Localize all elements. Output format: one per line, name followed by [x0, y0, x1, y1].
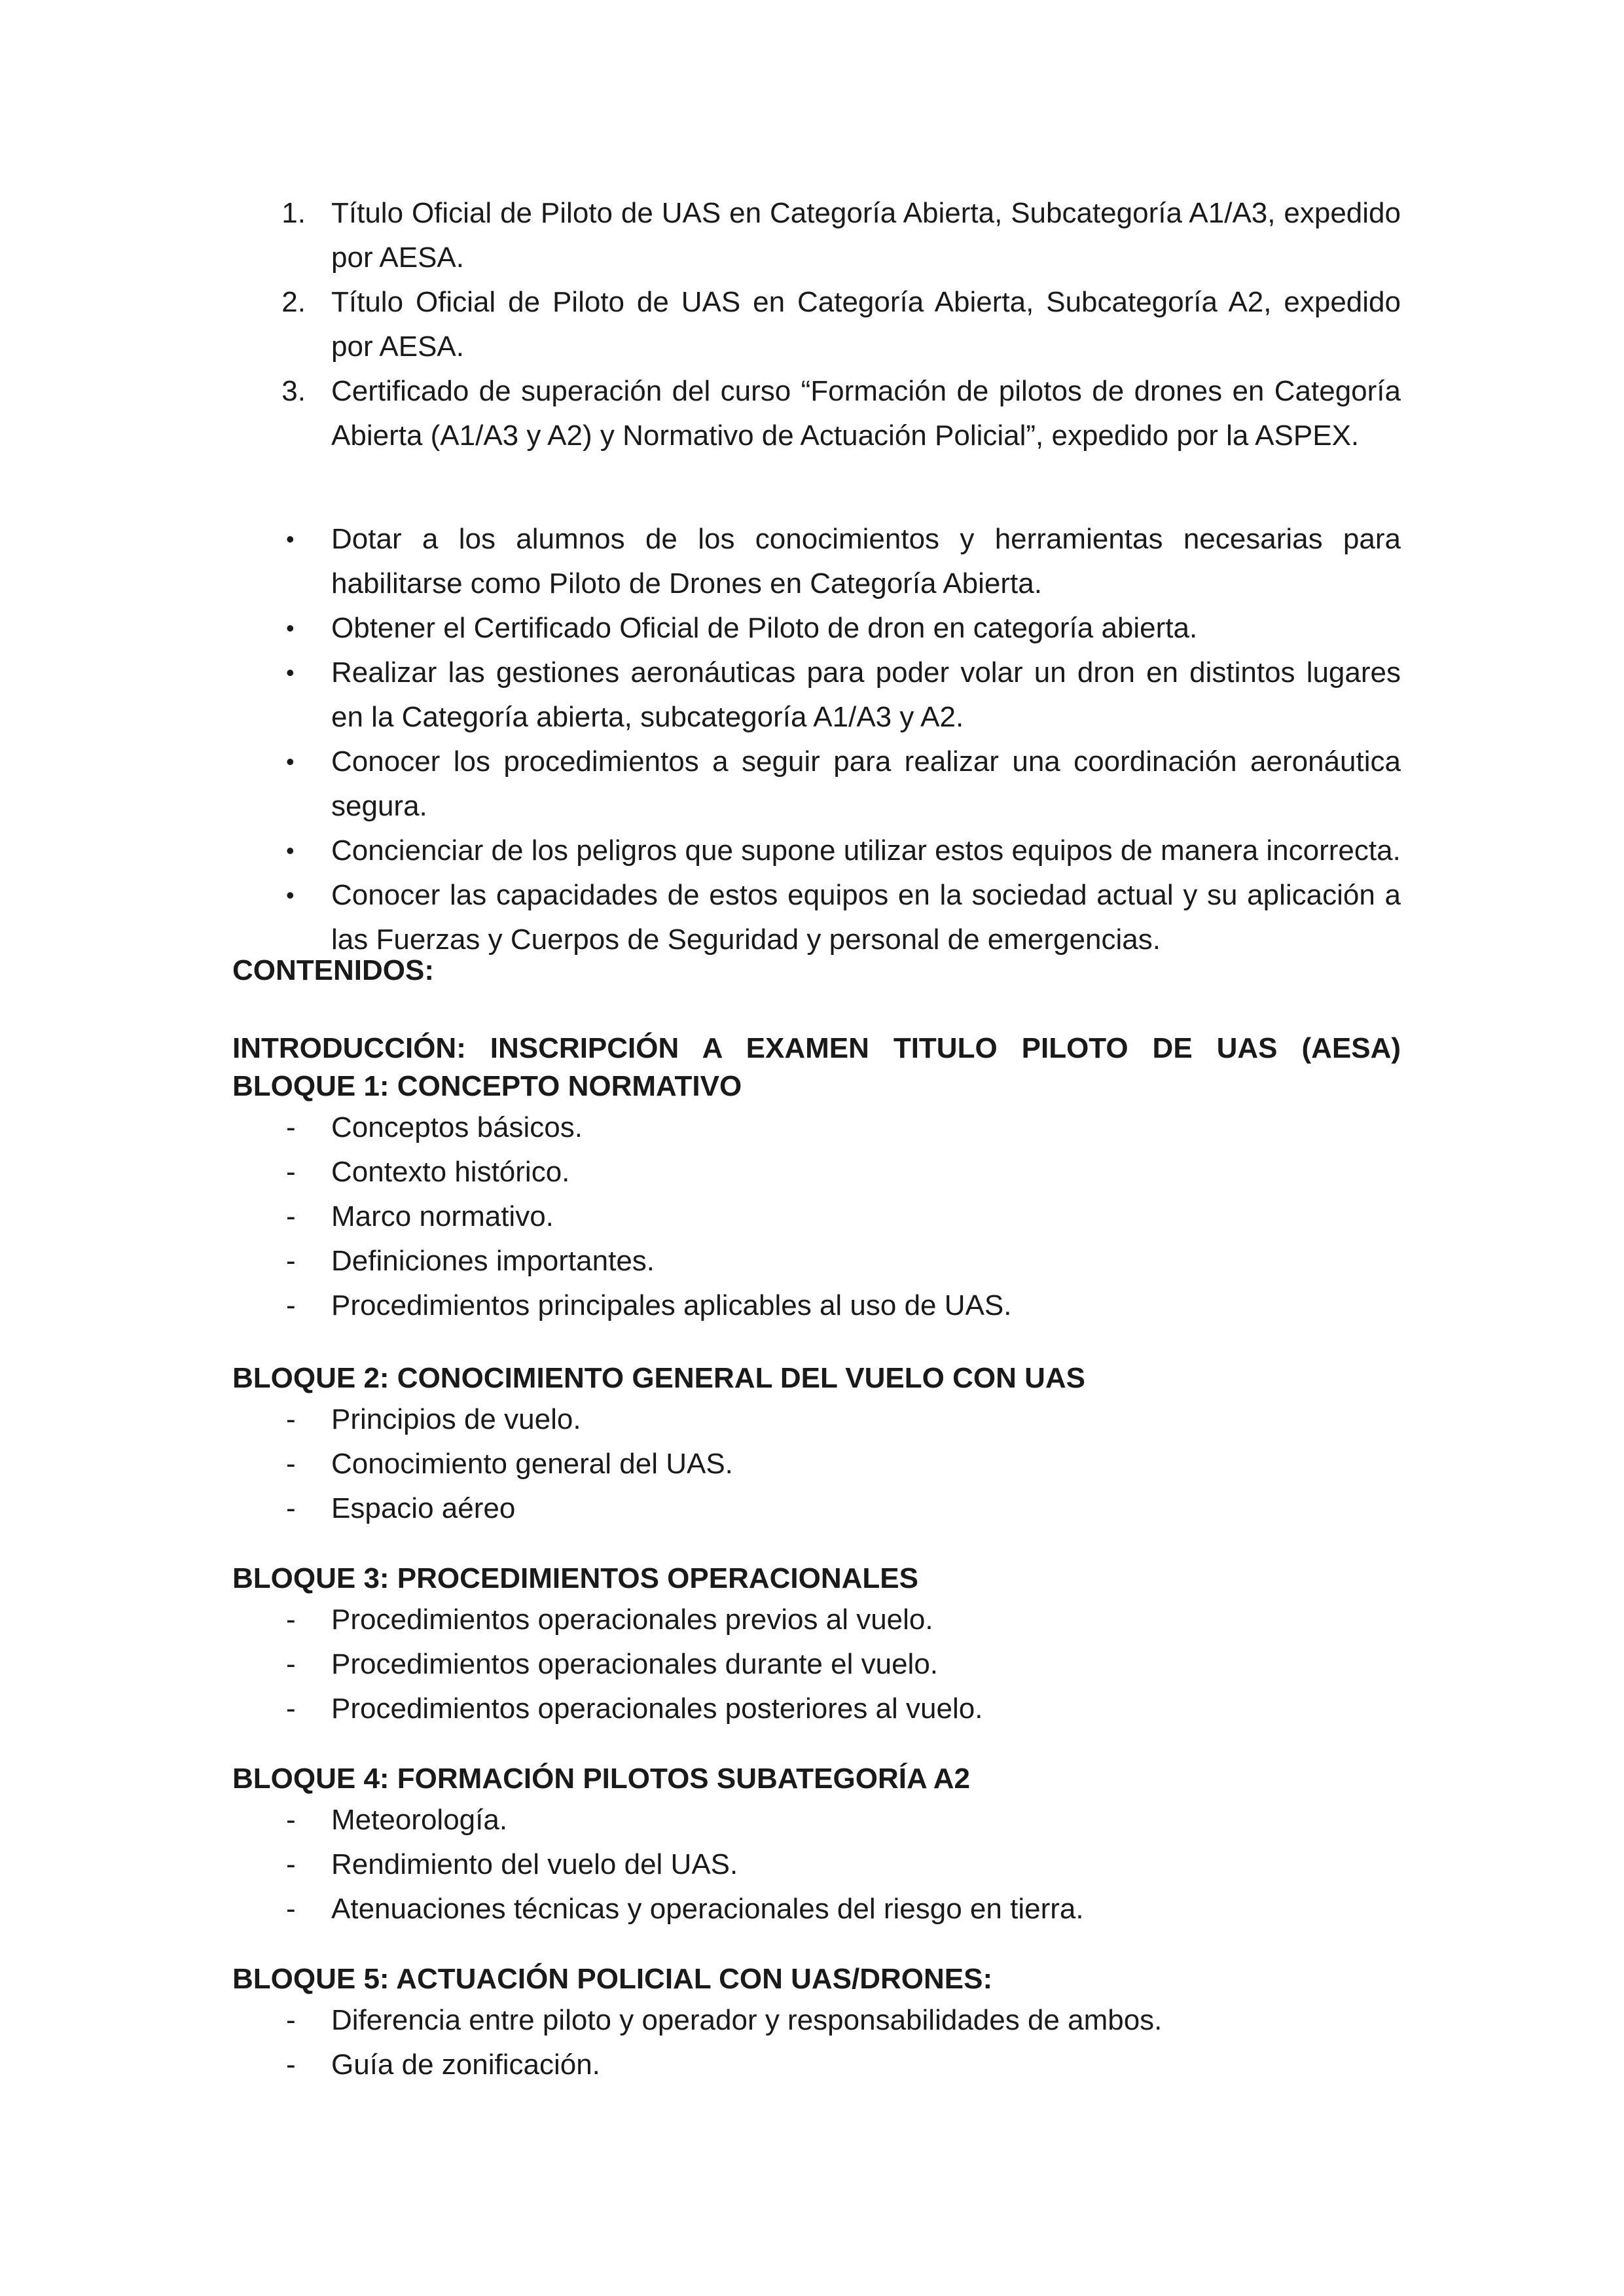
content-block	[232, 1359, 1401, 1531]
objective-item	[232, 517, 1401, 606]
block-item	[232, 1150, 1401, 1194]
block-item-text: Rendimiento del vuelo del UAS.	[331, 1848, 738, 1880]
contents-section	[232, 952, 1401, 990]
block-heading: BLOQUE 4: FORMACIÓN PILOTOS SUBATEGORÍA A2	[232, 1763, 970, 1795]
objectives-list	[232, 517, 1401, 962]
numbered-item	[232, 191, 1401, 280]
objective-item	[232, 740, 1401, 829]
block-heading: BLOQUE 5: ACTUACIÓN POLICIAL CON UAS/DRONES:	[232, 1963, 993, 1995]
dash-marker: -	[286, 1156, 296, 1188]
objective-text: Obtener el Certificado Oficial de Piloto de dron en categoría abierta.	[331, 612, 1198, 644]
block-item	[232, 1194, 1401, 1239]
dash-marker: -	[286, 1648, 296, 1680]
dash-marker: -	[286, 1604, 296, 1636]
objective-text: Realizar las gestiones aeronáuticas para poder volar un dron en distintos lugares en la Categoría abierta, subcategoría A1/A3 y A2.	[331, 656, 1401, 733]
dash-marker: -	[286, 2004, 296, 2036]
objective-item	[232, 829, 1401, 873]
block-item-text: Procedimientos operacionales durante el vuelo.	[331, 1648, 939, 1680]
block-item-text: Contexto histórico.	[331, 1156, 570, 1188]
list-number: 3.	[281, 375, 306, 407]
block-item	[232, 2043, 1401, 2087]
block-item	[232, 1105, 1401, 1150]
numbered-item	[232, 280, 1401, 369]
bullet-icon: •	[286, 882, 295, 908]
block-item	[232, 1998, 1401, 2043]
objective-item	[232, 606, 1401, 651]
block-item	[232, 1283, 1401, 1328]
objective-text: Conocer los procedimientos a seguir para realizar una coordinación aeronáutica segura.	[331, 745, 1401, 822]
block-item-text: Procedimientos principales aplicables al uso de UAS.	[331, 1289, 1012, 1321]
block-item-text: Marco normativo.	[331, 1200, 554, 1232]
block-item-text: Meteorología.	[331, 1804, 508, 1836]
block-item	[232, 1598, 1401, 1642]
block-item-text: Principios de vuelo.	[331, 1403, 581, 1435]
contents-title: CONTENIDOS:	[232, 954, 434, 986]
block-heading: BLOQUE 3: PROCEDIMIENTOS OPERACIONALES	[232, 1562, 918, 1594]
block-item	[232, 1486, 1401, 1531]
objective-item	[232, 873, 1401, 962]
block-item-text: Definiciones importantes.	[331, 1245, 655, 1277]
list-number: 1.	[281, 197, 306, 229]
numbered-item	[232, 369, 1401, 458]
objective-item	[232, 651, 1401, 740]
dash-marker: -	[286, 1200, 296, 1232]
block-heading: INTRODUCCIÓN: INSCRIPCIÓN A EXAMEN TITULO PILOTO DE UAS (AESA) BLOQUE 1: CONCEPTO NORMATIVO	[232, 1032, 1401, 1102]
objective-text: Concienciar de los peligros que supone utilizar estos equipos de manera incorrecta.	[331, 834, 1401, 867]
block-item-text: Procedimientos operacionales posteriores al vuelo.	[331, 1693, 983, 1725]
dash-marker: -	[286, 1403, 296, 1435]
block-item-text: Guía de zonificación.	[331, 2049, 600, 2081]
dash-marker: -	[286, 1492, 296, 1524]
bullet-icon: •	[286, 748, 295, 775]
bullet-icon: •	[286, 615, 295, 641]
dash-marker: -	[286, 1448, 296, 1480]
block-item-text: Conceptos básicos.	[331, 1111, 583, 1143]
content-block	[232, 1030, 1401, 1328]
bullet-icon: •	[286, 526, 295, 552]
block-item	[232, 1842, 1401, 1887]
block-item	[232, 1887, 1401, 1931]
dash-marker: -	[286, 1804, 296, 1836]
block-item	[232, 1397, 1401, 1442]
bullet-icon: •	[286, 837, 295, 864]
bullet-icon: •	[286, 659, 295, 686]
block-item	[232, 1687, 1401, 1731]
list-item-text: Título Oficial de Piloto de UAS en Categoría Abierta, Subcategoría A2, expedido por AESA.	[331, 286, 1401, 363]
block-item	[232, 1798, 1401, 1842]
content-block	[232, 1560, 1401, 1731]
list-item-text: Título Oficial de Piloto de UAS en Categoría Abierta, Subcategoría A1/A3, expedido por AESA.	[331, 197, 1401, 274]
objective-text: Dotar a los alumnos de los conocimientos y herramientas necesarias para habilitarse como Piloto de Drones en Categoría Abierta.	[331, 523, 1401, 600]
block-item	[232, 1442, 1401, 1486]
list-item-text: Certificado de superación del curso “Formación de pilotos de drones en Categoría Abierta (A1/A3 y A2) y Normativo de Actuación Policial”, expedido por la ASPEX.	[331, 375, 1401, 452]
dash-marker: -	[286, 1848, 296, 1880]
dash-marker: -	[286, 1289, 296, 1321]
block-item-text: Espacio aéreo	[331, 1492, 516, 1524]
block-item-text: Atenuaciones técnicas y operacionales del riesgo en tierra.	[331, 1893, 1084, 1925]
numbered-list	[232, 191, 1401, 458]
objective-text: Conocer las capacidades de estos equipos en la sociedad actual y su aplicación a las Fuerzas y Cuerpos de Seguridad y personal de emergencias.	[331, 879, 1401, 956]
dash-marker: -	[286, 1245, 296, 1277]
block-heading: BLOQUE 2: CONOCIMIENTO GENERAL DEL VUELO CON UAS	[232, 1362, 1086, 1394]
dash-marker: -	[286, 1693, 296, 1725]
list-number: 2.	[281, 286, 306, 318]
dash-marker: -	[286, 1111, 296, 1143]
block-item-text: Procedimientos operacionales previos al vuelo.	[331, 1604, 933, 1636]
dash-marker: -	[286, 2049, 296, 2081]
block-item	[232, 1642, 1401, 1687]
content-block	[232, 1760, 1401, 1931]
content-block	[232, 1960, 1401, 2087]
block-item-text: Conocimiento general del UAS.	[331, 1448, 733, 1480]
block-item-text: Diferencia entre piloto y operador y responsabilidades de ambos.	[331, 2004, 1163, 2036]
block-item	[232, 1239, 1401, 1283]
dash-marker: -	[286, 1893, 296, 1925]
